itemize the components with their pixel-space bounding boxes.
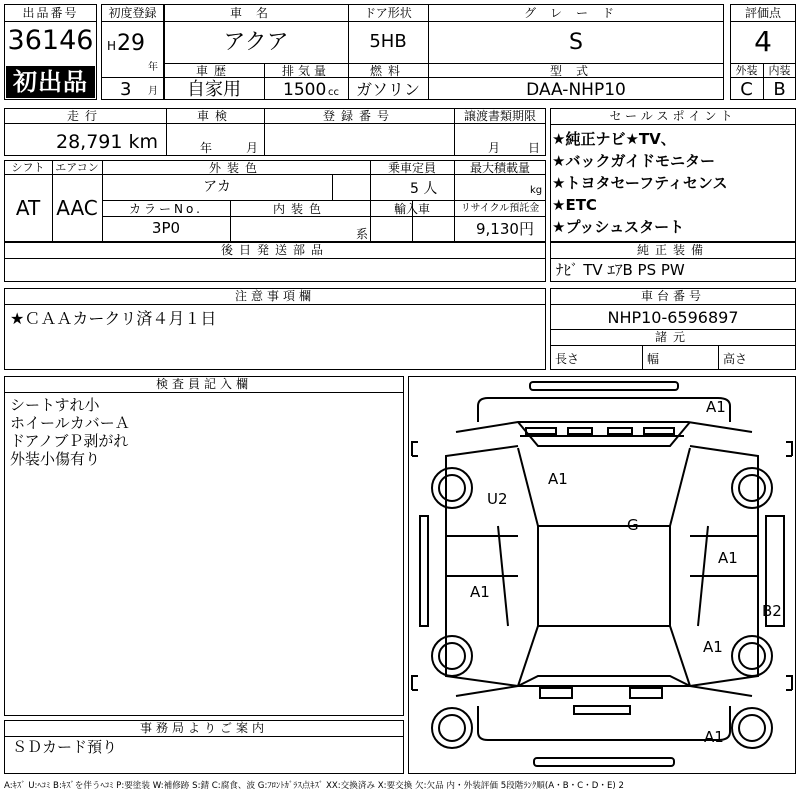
legend: A:ｷｽﾞ U:ﾍｺﾐ B:ｷｽﾞを伴うﾍｺﾐ P:要塗装 W:補修跡 S:錆 C:腐食、波 G:ﾌﾛﾝﾄｶﾞﾗｽ点ｷｽﾞ XX:交換済み X:要交換 欠:欠品 内・外装評価 5段階ﾗﾝｸ順(A・B・C・D・E) 2: [4, 781, 624, 791]
grade: S: [569, 30, 583, 55]
sales-point: ★純正ナビ★TV、: [552, 130, 676, 148]
displacement: 1500: [283, 80, 327, 100]
car-diagram: [408, 376, 796, 774]
damage-mark: A1: [548, 470, 568, 488]
sales-point: ★プッシュスタート: [552, 218, 685, 236]
inspector-note: 外装小傷有り: [10, 450, 101, 468]
damage-mark: A1: [718, 549, 738, 567]
reg-label: 初度登録: [108, 6, 157, 20]
sales-point: ★ETC: [552, 196, 597, 214]
sales-point: ★バックガイドモニター: [552, 152, 715, 170]
sales-point: ★トヨタセーフティセンス: [552, 174, 728, 192]
shift: AT: [15, 196, 41, 220]
inspector-note: ホイールカバーＡ: [10, 414, 130, 432]
ext-grade: C: [740, 79, 753, 100]
int-grade: B: [773, 79, 786, 100]
office-note: ＳＤカード預り: [12, 738, 118, 756]
inspector-note: ドアノブＰ剥がれ: [10, 432, 129, 450]
damage-mark: A1: [703, 638, 723, 656]
mileage: 28,791 km: [56, 131, 159, 153]
fuel: ガソリン: [355, 80, 420, 99]
damage-mark: B2: [762, 602, 782, 620]
car-name: アクア: [223, 30, 289, 55]
lot-number: 36146: [7, 25, 94, 56]
ac: AAC: [56, 196, 98, 220]
notes: ★ＣＡＡカークリ済４月１日: [10, 309, 217, 328]
damage-mark: A1: [704, 728, 724, 746]
damage-mark: G: [627, 516, 639, 534]
history: 自家用: [187, 79, 241, 100]
damage-mark: A1: [470, 583, 490, 601]
color-no: 3P0: [151, 219, 181, 237]
capacity: 5 人: [410, 181, 438, 197]
equipment: ﾅﾋﾞ TV ｴｱB PS PW: [556, 261, 685, 279]
recycle-fee: 9,130円: [476, 220, 534, 238]
reg-month: 3: [120, 79, 132, 100]
model-code: DAA-NHP10: [526, 80, 626, 100]
inspector-note: シートすれ小: [10, 396, 100, 414]
damage-mark: U2: [487, 490, 508, 508]
ext-color: アカ: [203, 179, 231, 195]
reg-year: 29: [117, 31, 145, 56]
chassis-number: NHP10-6596897: [607, 308, 739, 327]
damage-mark: A1: [706, 398, 726, 416]
score: 4: [754, 25, 772, 58]
first-badge: 初出品: [6, 66, 95, 98]
lot-label: 出品番号: [22, 6, 79, 20]
door-type: 5HB: [369, 31, 407, 52]
